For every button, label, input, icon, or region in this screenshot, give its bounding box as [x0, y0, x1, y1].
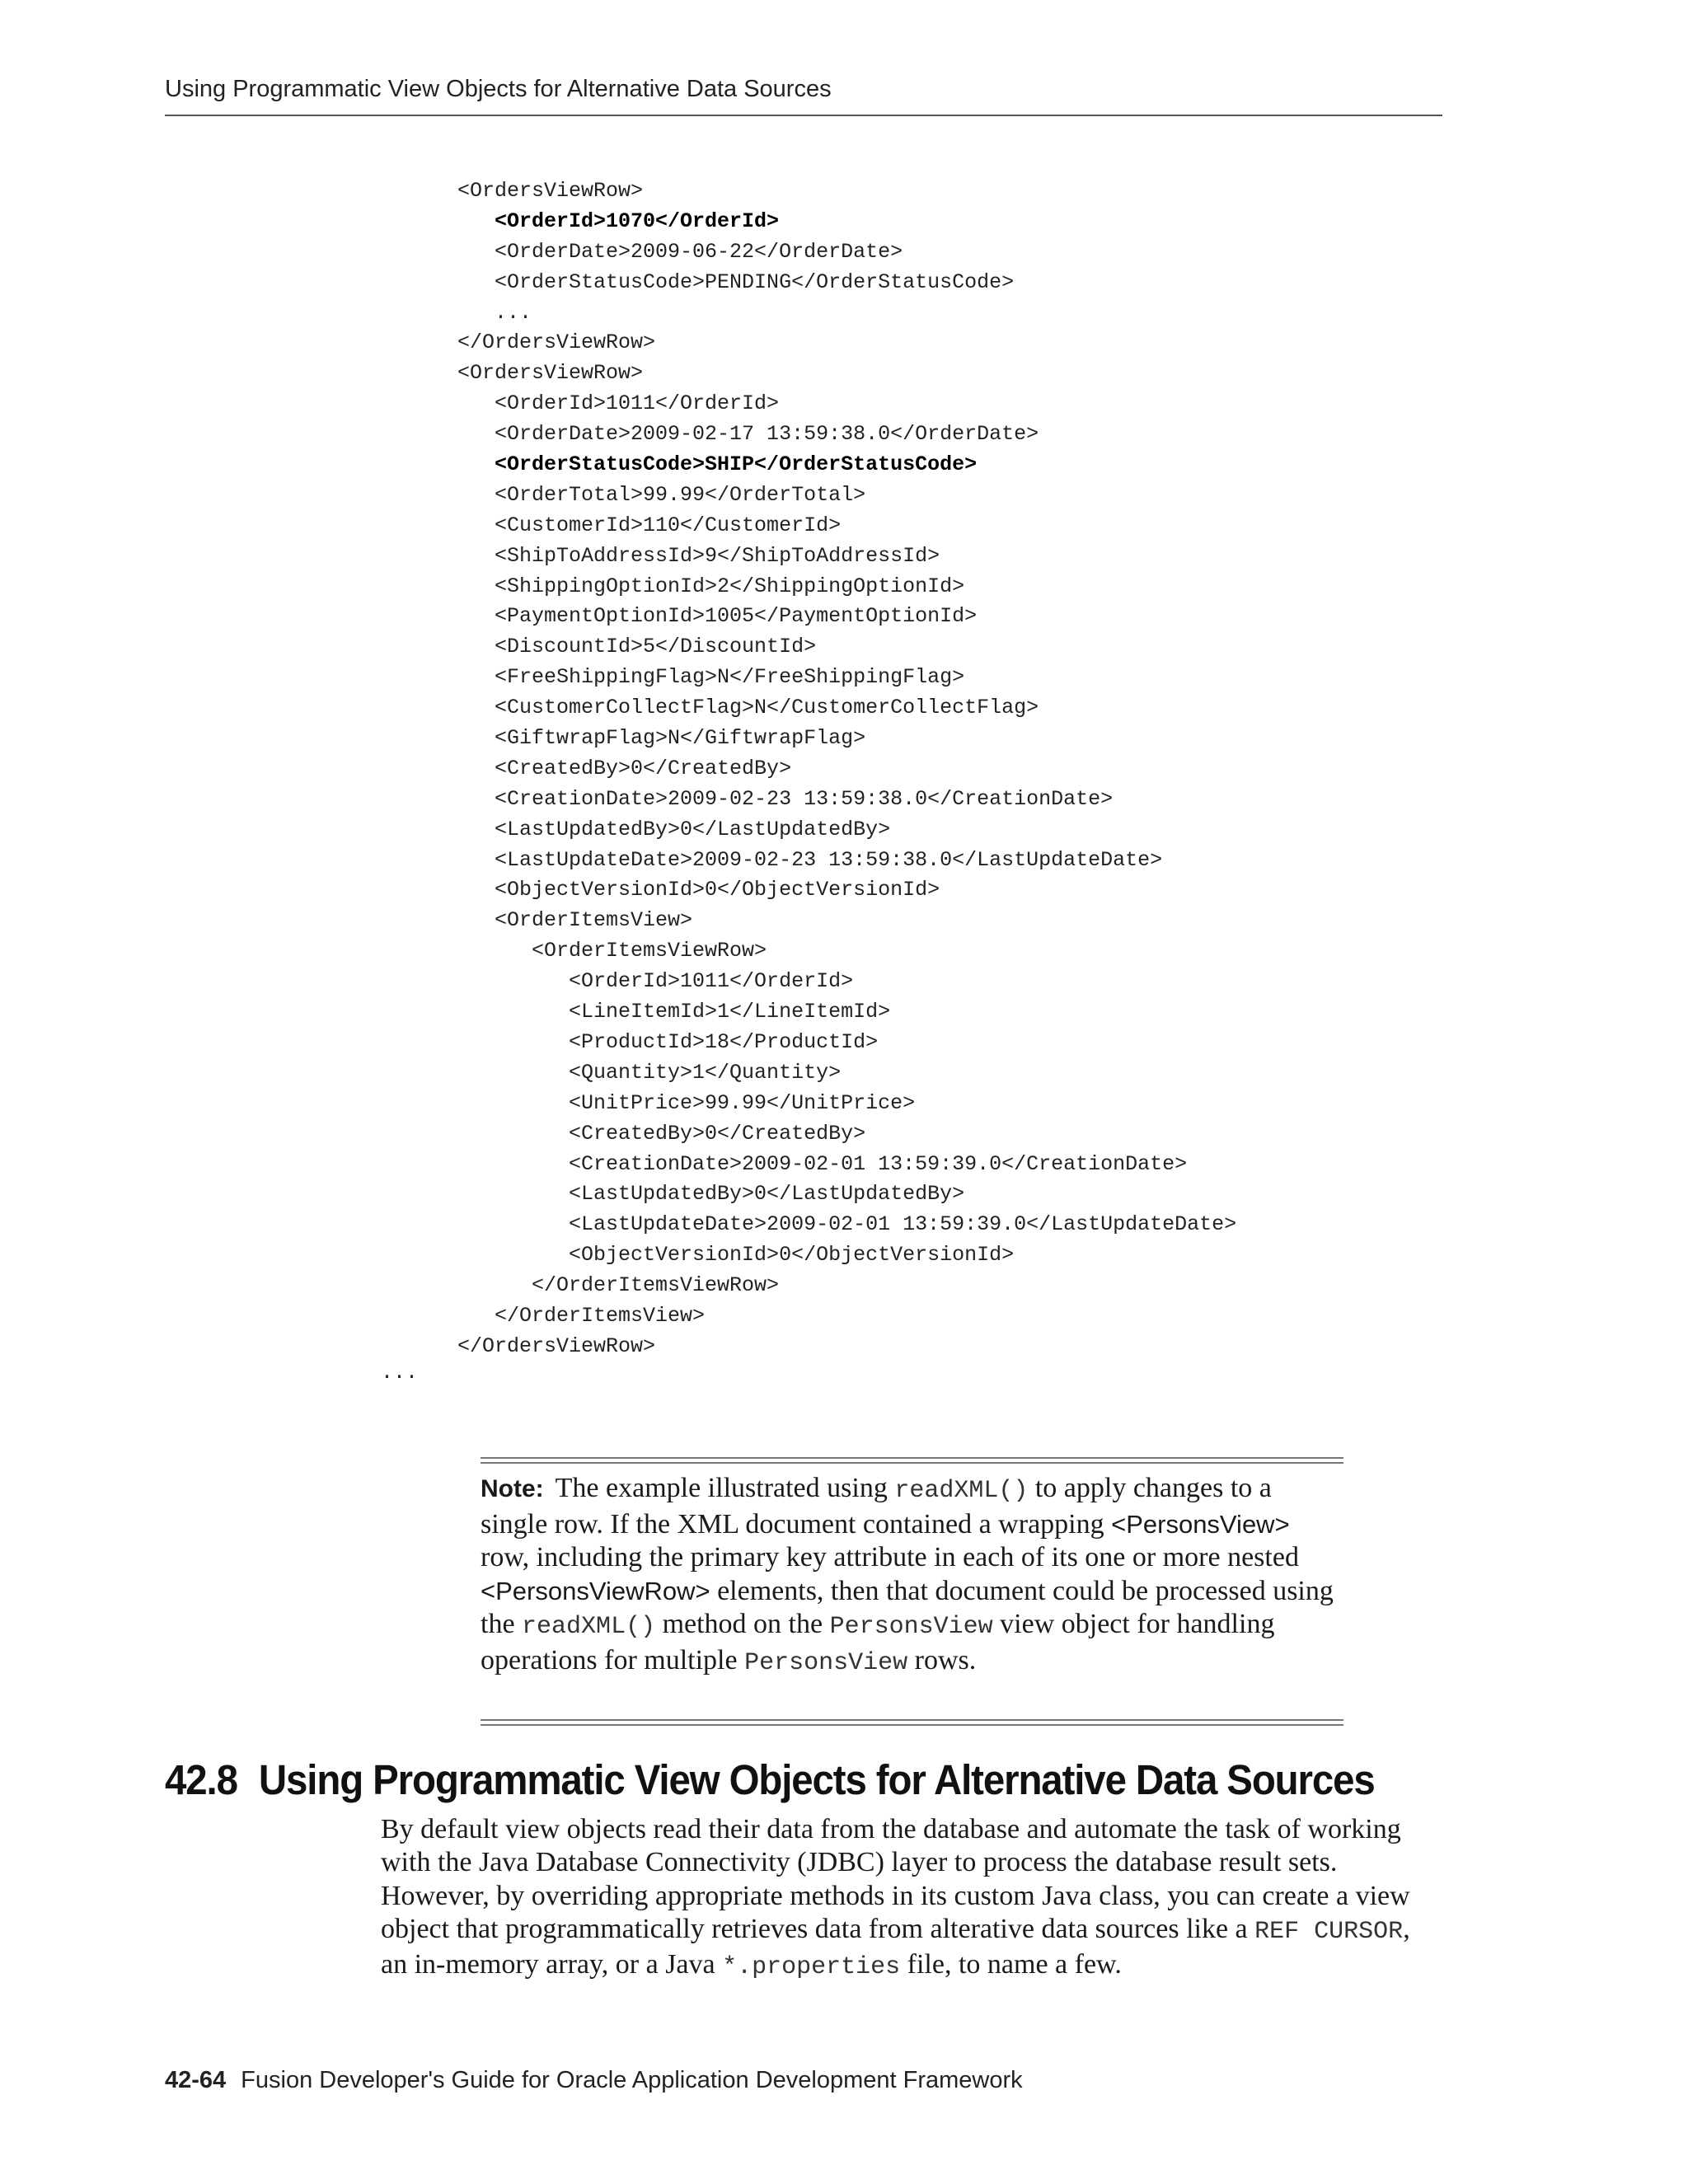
paragraph-text: file, to name a few.	[900, 1949, 1122, 1980]
note-text: method on the	[655, 1609, 830, 1639]
book-title: Fusion Developer's Guide for Oracle Application Development Framework	[241, 2067, 1023, 2093]
code-line: <OrderItemsViewRow>	[457, 939, 767, 963]
code-line: <CreationDate>2009-02-23 13:59:38.0</CreationDate>	[457, 786, 1114, 811]
note-text: row, including the primary key attribute in each of its one or more nested	[481, 1542, 1299, 1572]
note-top-rule	[481, 1457, 1343, 1464]
code-line: <ObjectVersionId>0</ObjectVersionId>	[457, 1243, 1015, 1268]
code-line: <CustomerId>110</CustomerId>	[457, 513, 842, 537]
code-line: <PaymentOptionId>1005</PaymentOptionId>	[457, 604, 978, 629]
code-line: <LastUpdateDate>2009-02-01 13:59:39.0</LastUpdateDate>	[457, 1212, 1237, 1237]
code-line: <CreatedBy>0</CreatedBy>	[457, 756, 792, 780]
note-text: to apply changes to a single row. If the XML document contained a wrapping	[481, 1473, 1272, 1540]
code-line: </OrdersViewRow>	[457, 1333, 656, 1358]
code-line: <CreatedBy>0</CreatedBy>	[457, 1121, 866, 1146]
code-line: <CreationDate>2009-02-01 13:59:39.0</CreationDate>	[457, 1151, 1188, 1176]
code-line: <UnitPrice>99.99</UnitPrice>	[457, 1090, 916, 1115]
paragraph-text: , an in-memory array, or a Java	[381, 1913, 1410, 1980]
code-line: <OrderItemsView>	[457, 908, 693, 933]
code-line: <OrderDate>2009-06-22</OrderDate>	[457, 239, 903, 264]
code-line: <OrderStatusCode>SHIP</OrderStatusCode>	[457, 452, 978, 477]
paragraph-code: REF CURSOR	[1254, 1917, 1404, 1946]
note-text: elements, then that document could be processed using the	[481, 1575, 1334, 1639]
code-line: <CustomerCollectFlag>N</CustomerCollectFlag>	[457, 696, 1039, 720]
section-number: 42.8	[165, 1756, 237, 1803]
section-heading	[165, 1755, 1375, 1804]
note-text: view object for handling operations for multiple	[481, 1609, 1275, 1675]
page-number: 42-64	[165, 2067, 227, 2093]
code-line: <LastUpdatedBy>0</LastUpdatedBy>	[457, 817, 891, 841]
note-code: readXML()	[894, 1477, 1029, 1505]
code-line: <ShippingOptionId>2</ShippingOptionId>	[457, 574, 965, 598]
note-box	[481, 1472, 1343, 1680]
code-line: <OrderId>1070</OrderId>	[457, 209, 780, 233]
code-line: <OrderTotal>99.99</OrderTotal>	[457, 482, 866, 507]
code-line: </OrdersViewRow>	[457, 330, 656, 355]
note-bottom-rule	[481, 1719, 1343, 1726]
note-text: The example illustrated using	[555, 1473, 895, 1503]
running-header: Using Programmatic View Objects for Alternative Data Sources	[165, 76, 832, 102]
note-code: readXML()	[522, 1613, 656, 1641]
code-line: ...	[457, 300, 532, 325]
code-line: <OrdersViewRow>	[457, 361, 644, 386]
code-line: <LastUpdatedBy>0</LastUpdatedBy>	[457, 1182, 965, 1207]
code-line: <OrderId>1011</OrderId>	[457, 969, 854, 994]
code-line: </OrderItemsView>	[457, 1303, 706, 1328]
paragraph-text: By default view objects read their data from the database and automate the task of working with the Java Database Connectivity (JDBC) layer to process the database result sets. However, by overriding appropriate methods in its custom Java class, you can create a view object that programmatically retrieves data from alterative data sources like a	[381, 1814, 1410, 1944]
code-line: </OrderItemsViewRow>	[457, 1273, 780, 1298]
xml-code-example	[457, 176, 1236, 1362]
body-paragraph	[381, 1813, 1428, 1984]
note-text: rows.	[907, 1644, 977, 1675]
code-line: <ShipToAddressId>9</ShipToAddressId>	[457, 543, 940, 568]
code-line: <ObjectVersionId>0</ObjectVersionId>	[457, 878, 940, 902]
note-element-name: <PersonsViewRow>	[481, 1576, 710, 1605]
code-line: <LineItemId>1</LineItemId>	[457, 1000, 891, 1024]
page-footer	[165, 2067, 1023, 2094]
code-line: <OrderId>1011</OrderId>	[457, 391, 780, 416]
paragraph-code: *.properties	[722, 1953, 901, 1982]
code-line: <Quantity>1</Quantity>	[457, 1060, 842, 1085]
code-line: <DiscountId>5</DiscountId>	[457, 635, 817, 659]
code-line: <OrderDate>2009-02-17 13:59:38.0</OrderDate>	[457, 422, 1039, 447]
section-title: Using Programmatic View Objects for Alternative Data Sources	[258, 1756, 1375, 1803]
code-line: <LastUpdateDate>2009-02-23 13:59:38.0</LastUpdateDate>	[457, 847, 1163, 872]
note-element-name: <PersonsView>	[1111, 1509, 1290, 1539]
code-ellipsis: ...	[381, 1361, 419, 1385]
code-line: <FreeShippingFlag>N</FreeShippingFlag>	[457, 665, 965, 690]
code-line: <GiftwrapFlag>N</GiftwrapFlag>	[457, 726, 866, 751]
header-rule	[165, 115, 1442, 116]
code-line: <OrdersViewRow>	[457, 179, 644, 203]
note-label: Note:	[481, 1475, 544, 1502]
code-line: <ProductId>18</ProductId>	[457, 1029, 879, 1054]
note-code: PersonsView	[744, 1648, 908, 1677]
note-code: PersonsView	[829, 1613, 993, 1641]
code-line: <OrderStatusCode>PENDING</OrderStatusCode>	[457, 269, 1015, 294]
